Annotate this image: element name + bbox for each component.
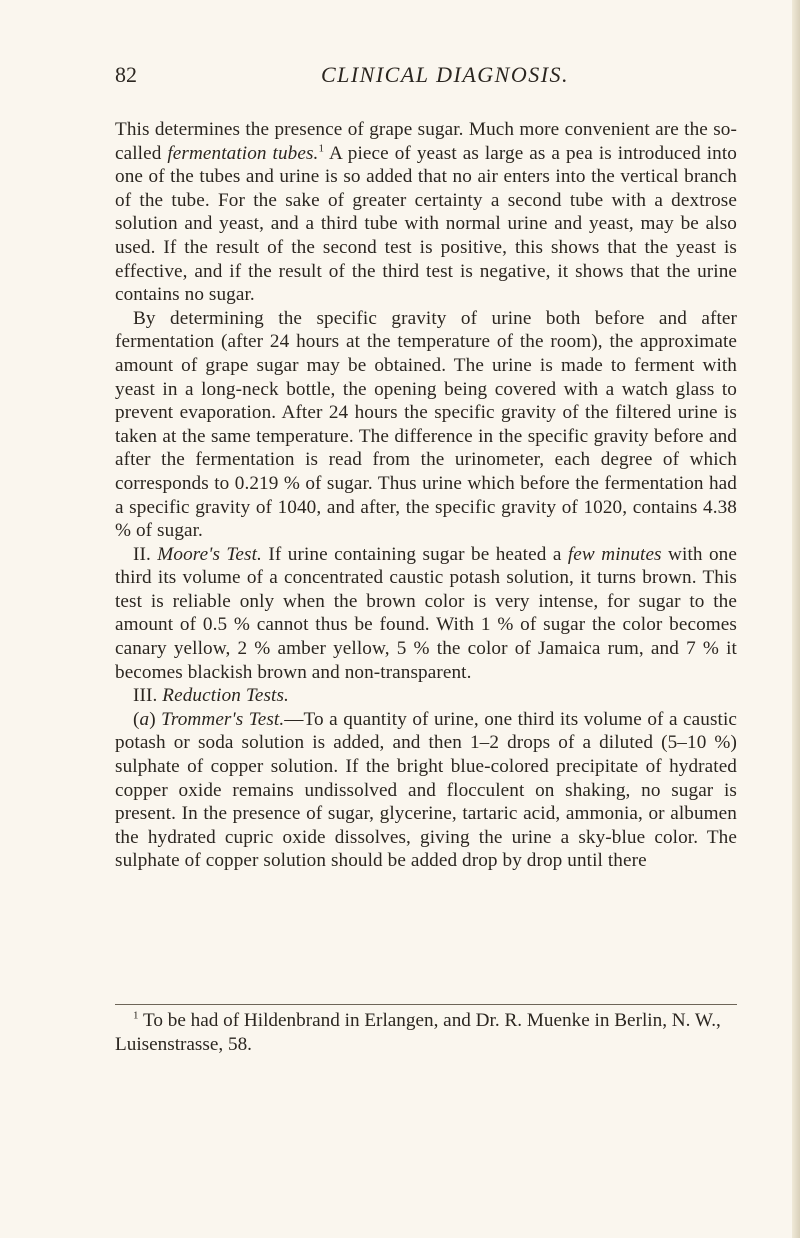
section-heading: Moore's Test. — [157, 543, 262, 565]
body-text — [115, 118, 737, 873]
footnote-text — [115, 1009, 737, 1056]
paragraph-moores-test — [115, 543, 737, 685]
page-header — [115, 60, 735, 90]
paragraph-trommers-test — [115, 708, 737, 873]
italic-term: fermentation tubes. — [167, 142, 319, 164]
text-run: This determines the presence of grape sugar. Much more convenient are the so-called — [115, 119, 737, 164]
footnote-reference: 1 — [318, 142, 325, 155]
text-run: If urine containing sugar be heated a — [261, 543, 568, 565]
section-heading: Trommer's Test. — [161, 708, 285, 730]
page-number: 82 — [115, 62, 137, 87]
text-run: —To a quantity of urine, one third its volume of a caustic potash or soda solution is added, and then 1–2 drops of a diluted (5–10 %) sulphate of copper solution. If the bright blue-colored precipitate of hydrated copper oxide remains undissolved and flocculent on shaking, no sugar is present. In the presence of sugar, glycerine, tartaric acid, ammonia, or albumen the hydrated cupric oxide dissolves, giving the urine a sky-blue color. The sulphate of copper solution should be added drop by drop until there — [115, 708, 737, 872]
text-run: ) — [149, 708, 162, 730]
section-numeral: III. — [133, 685, 163, 707]
page-edge — [792, 0, 800, 1238]
text-run: ( — [133, 708, 140, 730]
subsection-letter: a — [139, 708, 150, 730]
text-run: with one third its volume of a concentrated caustic potash solution, it turns brown. This test is reliable only when the brown color is very intense, for sugar to the amount of 0.5 % cannot thus be found. With 1 % of sugar the color becomes canary yellow, 2 % amber yellow, 5 % the color of Jamaica rum, and 7 % it becomes blackish brown and non-transparent. — [115, 543, 737, 683]
footnote — [115, 1009, 737, 1056]
italic-term: few minutes — [567, 543, 662, 565]
footnote-divider — [115, 1004, 737, 1005]
running-title: CLINICAL DIAGNOSIS. — [320, 62, 570, 87]
paragraph-fermentation-tubes — [115, 118, 737, 307]
footnote-mark: 1 — [133, 1009, 139, 1022]
text-run: A piece of yeast as large as a pea is introduced into one of the tubes and urine is so added that no air enters into the vertical branch of the tube. For the sake of greater certainty a second tube with a dextrose solution and yeast, and a third tube with normal urine and yeast, may be also used. If the result of the second test is positive, this shows that the yeast is effective, and if the result of the third test is negative, it shows that the urine contains no sugar. — [115, 142, 738, 306]
paragraph-specific-gravity: By determining the specific gravity of urine both before and after fermentation (after 24 hours at the temperature of the room), the approximate amount of grape sugar may be obtained. The urine is made to ferment with yeast in a long-neck bottle, the opening being covered with a watch glass to prevent evaporation. After 24 hours the specific gravity of the filtered urine is taken at the same temperature. The difference in the specific gravity before and after the fermentation is read from the urinometer, each degree of which corresponds to 0.219 % of sugar. Thus urine which before the fermentation had a specific gravity of 1040, and after, the specific gravity of 1020, contains 4.38 % of sugar. — [115, 307, 737, 542]
section-heading: Reduction Tests. — [162, 685, 289, 707]
text-run: To be had of Hildenbrand in Erlangen, and Dr. R. Muenke in Berlin, N. W., Luisenstrasse, 58. — [115, 1010, 721, 1055]
section-numeral: II. — [133, 543, 158, 565]
paragraph-reduction-tests — [115, 684, 737, 708]
